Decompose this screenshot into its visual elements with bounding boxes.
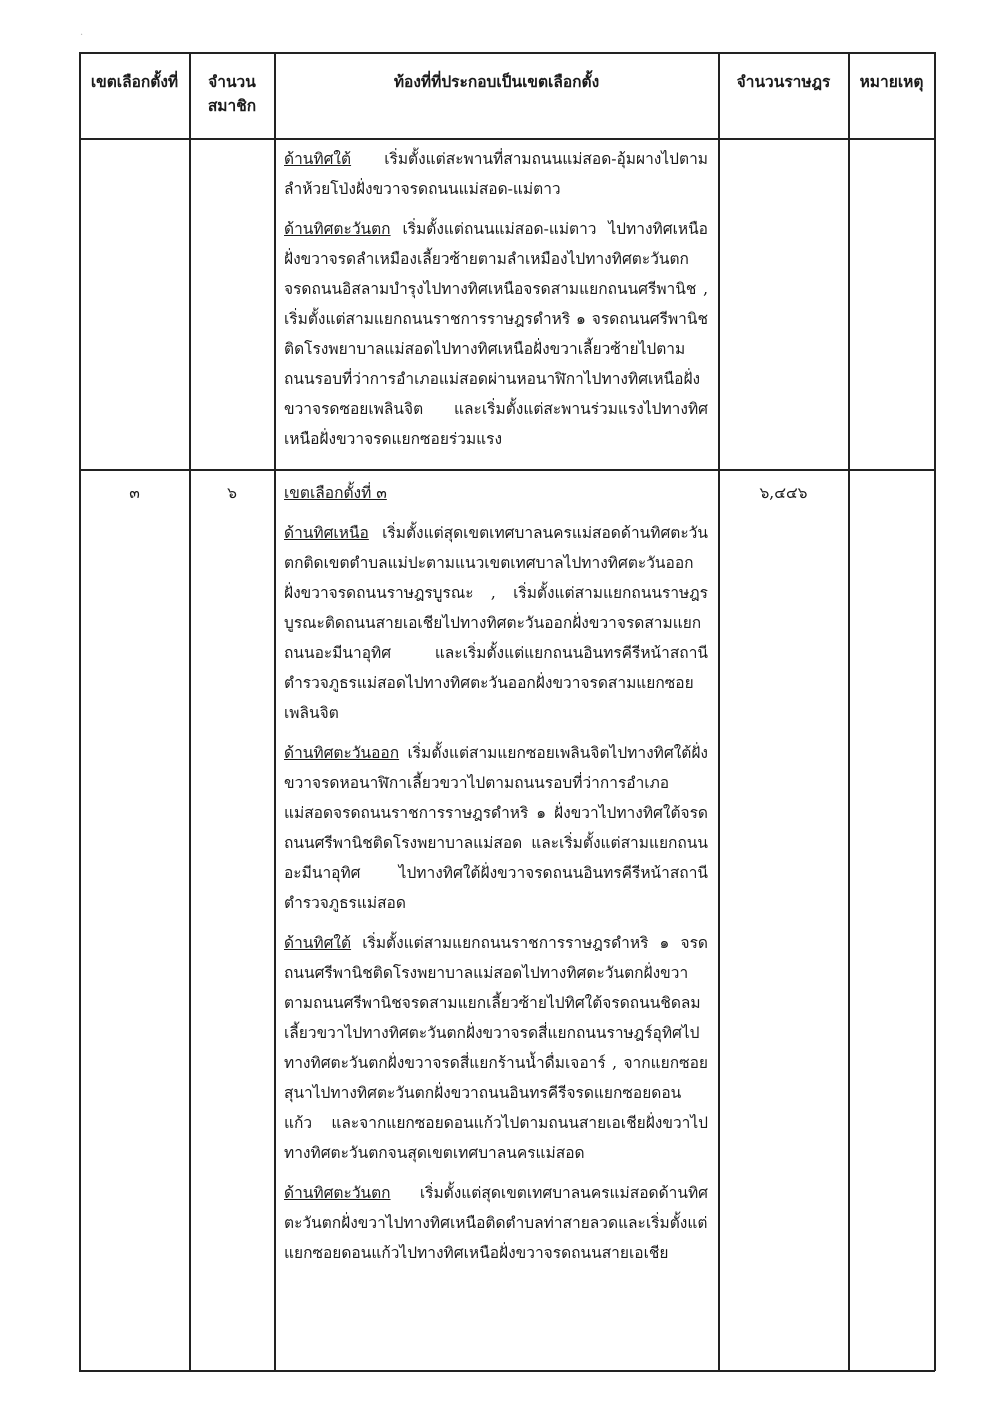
continued-west-heading: ด้านทิศตะวันตก: [284, 220, 391, 238]
header-members: [190, 70, 274, 118]
row3-title-paragraph: [284, 478, 708, 508]
row3-north-heading: ด้านทิศเหนือ: [284, 524, 369, 542]
row-separator: [79, 469, 935, 471]
table-divider-4: [848, 52, 850, 1371]
header-members-line2: สมาชิก: [207, 96, 257, 115]
row3-population: ๖,๔๔๖: [759, 484, 808, 502]
row3-south-paragraph: [284, 928, 708, 1168]
row3-west-paragraph: [284, 1178, 708, 1268]
continued-west-paragraph: [284, 214, 708, 454]
row3-district-number: ๓: [129, 484, 140, 502]
header-bottom-line: [79, 138, 935, 140]
row3-title: เขตเลือกตั้งที่ ๓: [284, 484, 387, 502]
row3-east-paragraph: [284, 738, 708, 918]
continued-south-heading: ด้านทิศใต้: [284, 150, 352, 168]
continued-south-paragraph: [284, 144, 708, 204]
row3-north-paragraph: [284, 518, 708, 728]
row3-west-text: เริ่มตั้งแต่สุดเขตเทศบาลนครแม่สอดด้านทิศตะวันตกฝั่งขวาไปทางทิศเหนือติดตำบลท่าสายลวดและเริ่มตั้งแต่แยกซอยดอนแก้วไปทางทิศเหนือฝั่งขวาจรดถนนสายเอเชีย: [284, 1184, 708, 1262]
table-divider-3: [718, 52, 720, 1371]
row3-east-text: เริ่มตั้งแต่สามแยกซอยเพลินจิตไปทางทิศใต้ฝั่งขวาจรดหอนาฬิกาเลี้ยวขวาไปตามถนนรอบที่ว่าการอำเภอแม่สอดจรดถนนราชการราษฎรดำหริ ๑ ฝั่งขวาไปทางทิศใต้จรดถนนศรีพานิชติดโรงพยาบาลแม่สอด และเริ่มตั้งแต่สามแยกถนนอะมีนาอุทิศ ไปทางทิศใต้ฝั่งขวาจรดถนนอินทรคีรีหน้าสถานีตำรวจภูธรแม่สอด: [284, 744, 708, 912]
table-border-left: [79, 52, 81, 1371]
continued-south-text: เริ่มตั้งแต่สะพานที่สามถนนแม่สอด-อุ้มผางไปตามลำห้วยโป่งฝั่งขวาจรดถนนแม่สอด-แม่ตาว: [284, 150, 708, 198]
table-border-top: [79, 52, 935, 54]
header-members-line1: จำนวน: [208, 72, 256, 91]
row3-west-heading: ด้านทิศตะวันตก: [284, 1184, 391, 1202]
continued-area-cell: [284, 144, 708, 464]
table-border-bottom: [79, 1370, 935, 1372]
row3-south-text: เริ่มตั้งแต่สามแยกถนนราชการราษฎรดำหริ ๑ จรดถนนศรีพานิชติดโรงพยาบาลแม่สอดไปทางทิศตะวันตกฝั่งขวาตามถนนศรีพานิชจรดสามแยกเลี้ยวซ้ายไปทิศใต้จรดถนนชิดลมเลี้ยวขวาไปทางทิศตะวันตกฝั่งขวาจรดสี่แยกถนนราษฎร์อุทิศไปทางทิศตะวันตกฝั่งขวาจรดสี่แยกร้านน้ำดื่มเจอาร์ , จากแยกซอยสุนาไปทางทิศตะวันตกฝั่งขวาถนนอินทรคีรีจรดแยกซอยดอนแก้ว และจากแยกซอยดอนแก้วไปตามถนนสายเอเชียฝั่งขวาไปทางทิศตะวันตกจนสุดเขตเทศบาลนครแม่สอด: [284, 934, 708, 1162]
row3-north-text: เริ่มตั้งแต่สุดเขตเทศบาลนครแม่สอดด้านทิศตะวันตกติดเขตตำบลแม่ปะตามแนวเขตเทศบาลไปทางทิศตะวันออกฝั่งขวาจรดถนนราษฎรบูรณะ , เริ่มตั้งแต่สามแยกถนนราษฎรบูรณะติดถนนสายเอเชียไปทางทิศตะวันออกฝั่งขวาจรดสามแยกถนนอะมีนาอุทิศ และเริ่มตั้งแต่แยกถนนอินทรคีรีหน้าสถานีตำรวจภูธรแม่สอดไปทางทิศตะวันออกฝั่งขวาจรดสามแยกซอยเพลินจิต: [284, 524, 708, 722]
header-area: ท้องที่ที่ประกอบเป็นเขตเลือกตั้ง: [393, 72, 600, 91]
table-divider-2: [274, 52, 276, 1371]
row3-area-cell: [284, 478, 708, 1278]
row3-south-heading: ด้านทิศใต้: [284, 934, 352, 952]
table-divider-1: [189, 52, 191, 1371]
header-remarks: หมายเหตุ: [859, 72, 924, 91]
scan-speck: ·: [80, 30, 84, 41]
header-district: เขตเลือกตั้งที่: [90, 72, 179, 91]
header-population: จำนวนราษฎร: [736, 72, 831, 91]
continued-west-text: เริ่มตั้งแต่ถนนแม่สอด-แม่ตาว ไปทางทิศเหนือฝั่งขวาจรดลำเหมืองเลี้ยวซ้ายตามลำเหมืองไปทางทิศตะวันตกจรดถนนอิสลามบำรุงไปทางทิศเหนือจรดสามแยกถนนศรีพานิช , เริ่มตั้งแต่สามแยกถนนราชการราษฎรดำหริ ๑ จรดถนนศรีพานิชติดโรงพยาบาลแม่สอดไปทางทิศเหนือฝั่งขวาเลี้ยวซ้ายไปตามถนนรอบที่ว่าการอำเภอแม่สอดผ่านหอนาฬิกาไปทางทิศเหนือฝั่งขวาจรดซอยเพลินจิต และเริ่มตั้งแต่สะพานร่วมแรงไปทางทิศเหนือฝั่งขวาจรดแยกซอยร่วมแรง: [284, 220, 708, 448]
row3-members-count: ๖: [227, 484, 237, 502]
row3-east-heading: ด้านทิศตะวันออก: [284, 744, 400, 762]
table-border-right: [934, 52, 936, 1371]
